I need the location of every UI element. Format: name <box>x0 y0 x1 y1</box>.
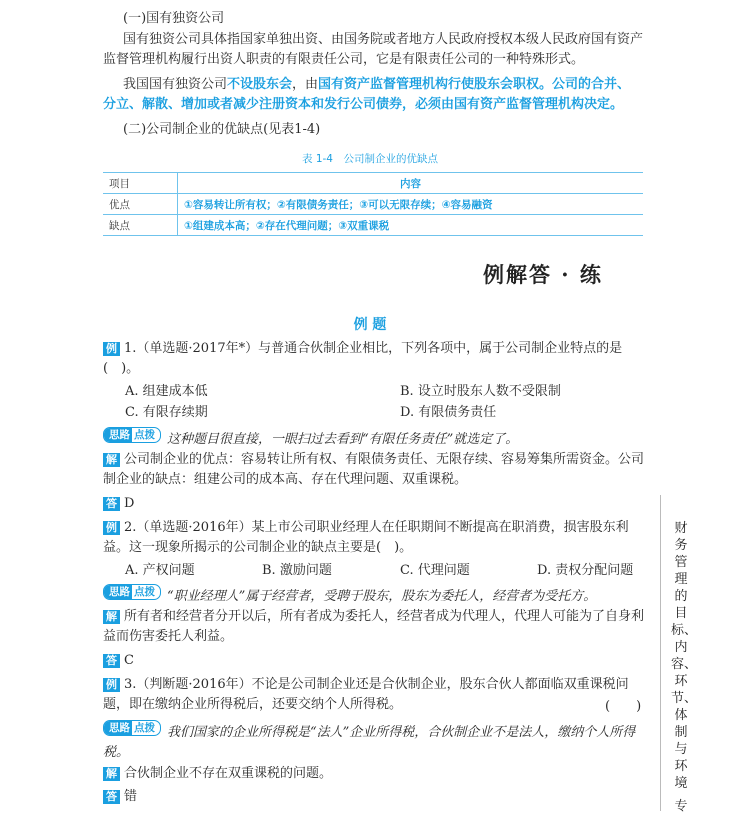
table-caption: 表 1-4 公司制企业的优缺点 <box>302 153 438 165</box>
thought-badge <box>103 720 161 736</box>
table-header-content: 内容 <box>178 173 644 194</box>
section-title: 例解答 · 练 <box>483 262 603 287</box>
thought-badge-a: 思路 <box>104 585 132 599</box>
answer-badge: 答 <box>103 790 120 804</box>
sidebar-tail: 专 <box>674 799 688 814</box>
explain-badge: 解 <box>103 453 120 467</box>
sidebar-chapter-title: 财务管理的目标、内容、环节、体制与环境 <box>671 521 698 791</box>
thought-badge-b: 点拨 <box>134 429 155 441</box>
answer-badge: 答 <box>103 654 120 668</box>
question-3-stem <box>103 675 648 715</box>
q1-option-b: B. 设立时股东人数不受限制 <box>400 384 561 399</box>
p2-highlight-b: 不设股东会 <box>227 77 293 92</box>
q1-explain-text: 公司制企业的优点：容易转让所有权、有限债务责任、无限存续、容易筹集所需资金。公司制企业的缺点：组建公司的成本高、存在代理问题、双重课税。 <box>103 452 645 487</box>
explain-badge: 解 <box>103 767 120 781</box>
q2-answer-text: C <box>124 653 134 668</box>
thought-badge-b: 点拨 <box>134 586 155 598</box>
section-heading-2: (二)公司制企业的优缺点(见表1-4) <box>123 122 321 137</box>
q3-answer-text: 错 <box>124 789 138 804</box>
thought-badge-b: 点拨 <box>134 722 155 734</box>
q2-option-d: D. 责权分配问题 <box>537 563 634 578</box>
question-3-text: 3.（判断题·2016年）不论是公司制企业还是合伙制企业，股东合伙人都面临双重课税问题，即在缴纳企业所得税后，还要交纳个人所得税。 <box>103 677 629 712</box>
q3-answer <box>103 787 137 807</box>
explain-badge: 解 <box>103 610 120 624</box>
p2-highlight-d: 国有资产监督管理机构行使股东会职权。公司的合并、分立、解散、增加或者减少注册资本和发行公司债券，必须由国有资产监督管理机构决定。 <box>103 77 631 112</box>
table-cell-label: 缺点 <box>103 215 178 236</box>
q1-option-d: D. 有限债务责任 <box>400 405 497 420</box>
q3-explain <box>103 764 648 784</box>
q1-answer <box>103 494 134 514</box>
example-badge: 例 <box>103 678 120 692</box>
question-2-text: 2.（单选题·2016年）某上市公司职业经理人在任职期间不断提高在职消费，损害股东利益。这一现象所揭示的公司制企业的缺点主要是( )。 <box>103 520 629 555</box>
example-subtitle: 例 题 <box>353 317 387 333</box>
table-cell-label: 优点 <box>103 194 178 215</box>
q3-thought <box>103 720 648 763</box>
table-cell-content: ①组建成本高；②存在代理问题；③双重课税 <box>178 215 644 236</box>
sidebar-divider <box>660 495 661 811</box>
answer-badge: 答 <box>103 497 120 511</box>
paragraph-1: 国有独资公司具体指国家单独出资、由国务院或者地方人民政府授权本级人民政府国有资产监督管理机构履行出资人职责的有限责任公司，它是有限责任公司的一种特殊形式。 <box>103 32 644 67</box>
q1-option-c: C. 有限存续期 <box>125 405 208 420</box>
q2-thought-text: “职业经理人”属于经营者，受聘于股东，股东为委托人，经营者为受托方。 <box>167 589 597 604</box>
q1-thought-text: 这种题目很直接，一眼扫过去看到“有限任务责任”就选定了。 <box>167 432 519 447</box>
q2-explain-text: 所有者和经营者分开以后，所有者成为委托人，经营者成为代理人，代理人可能为了自身利益而伤害委托人利益。 <box>103 609 645 644</box>
q3-explain-text: 合伙制企业不存在双重课税的问题。 <box>124 766 333 781</box>
q2-explain <box>103 607 648 647</box>
q2-option-c: C. 代理问题 <box>400 563 470 578</box>
example-badge: 例 <box>103 521 120 535</box>
q1-thought <box>103 427 648 450</box>
thought-badge <box>103 584 161 600</box>
q1-explain <box>103 450 648 490</box>
q2-answer <box>103 651 134 671</box>
table-header-label: 项目 <box>103 173 178 194</box>
table-row <box>103 194 643 215</box>
p2-text-c: ，由 <box>292 77 319 92</box>
thought-badge-a: 思路 <box>104 721 132 735</box>
p2-text-a: 我国国有独资公司 <box>123 77 228 92</box>
table-header-row <box>103 173 643 194</box>
paragraph-2 <box>103 75 643 115</box>
question-1-stem <box>103 339 648 379</box>
q1-answer-text: D <box>124 496 135 511</box>
q2-option-b: B. 激励问题 <box>262 563 332 578</box>
thought-badge-a: 思路 <box>104 428 132 442</box>
question-2-stem <box>103 518 648 558</box>
question-1-text: 1.（单选题·2017年*）与普通合伙制企业相比，下列各项中，属于公司制企业特点的是( )。 <box>103 341 623 376</box>
q3-thought-text: 我们国家的企业所得税是“法人”企业所得税，合伙制企业不是法人，缴纳个人所得税。 <box>103 725 636 760</box>
q1-option-a: A. 组建成本低 <box>125 384 208 399</box>
thought-badge <box>103 427 161 443</box>
q3-bracket: ( ) <box>605 699 642 714</box>
table-row <box>103 215 643 236</box>
pros-cons-table <box>103 172 643 236</box>
q2-option-a: A. 产权问题 <box>125 563 195 578</box>
table-cell-content: ①容易转让所有权；②有限债务责任；③可以无限存续；④容易融资 <box>178 194 644 215</box>
example-badge: 例 <box>103 342 120 356</box>
q2-thought <box>103 584 648 607</box>
section-heading-1: (一)国有独资公司 <box>123 11 225 26</box>
